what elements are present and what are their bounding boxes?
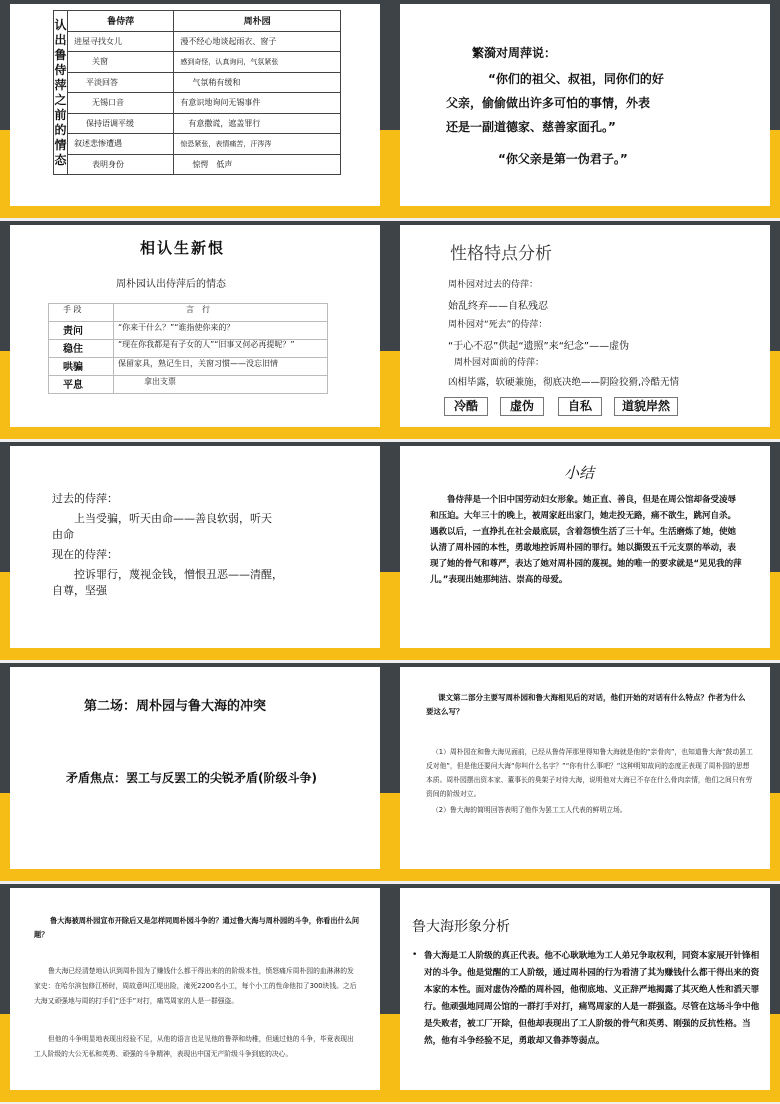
slide-card bbox=[10, 667, 380, 869]
answer-1: （1）周朴园在和鲁大海见面前，已经从鲁侍萍那里得知鲁大海就是他的“亲骨肉”，也知道鲁大海“鼓动罢工反对他”，但是他还要问大海“你叫什么名字？”“你有什么事吧？”这种明知故问的态度正表现了周朴园的思想本质。周朴园摆出资本家、董事长的臭架子对待大海，说明他对大海已不存在什么骨肉亲情，他们之间只有劳资间的阶级对立。 bbox=[426, 748, 753, 798]
text-line: 上当受骗，听天由命——善良软弱，听天 bbox=[74, 512, 272, 525]
header-words: 言 行 bbox=[114, 304, 328, 322]
question-text: 鲁大海被周朴园宣布开除后又是怎样同周朴园斗争的？通过鲁大海与周朴园的斗争，你看出什么问题？ bbox=[34, 916, 360, 939]
summary-text: 鲁侍萍是一个旧中国劳动妇女形象。她正直、善良，但是在周公馆却备受凌辱和压迫。大年三十的晚上，被周家赶出家门，她走投无路，痛不欲生，跳河自杀。遇救以后，一直挣扎在社会最底层，含着怨愤生活了三十年。生活磨炼了她，使她认清了周朴园的本性，勇敢地控诉周朴园的罪行。她以撕毁五千元支票的举动，表现了她的骨气和尊严，表达了她对周朴园的蔑视。她的唯一的要求就是“见见我的萍儿。”表现出她那纯洁、崇高的母爱。 bbox=[430, 495, 742, 585]
header-zhou-puyuan: 周朴园 bbox=[174, 11, 341, 32]
conflict-focus: 矛盾焦点：罢工与反罢工的尖锐矛盾(阶级斗争) bbox=[66, 771, 317, 785]
slide-card bbox=[400, 446, 770, 648]
slide-title: 性格特点分析 bbox=[450, 244, 552, 264]
quote-line: 父亲，偷偷做出许多可怕的事情，外表 bbox=[446, 96, 651, 110]
table-cell: “现在你我都是有子女的人”“旧事又何必再提呢？” bbox=[114, 340, 328, 358]
paragraph-1: 鲁大海已经清楚地认识到周朴园为了赚钱什么都干得出来的的阶级本性，愤怒痛斥周朴园的血淋淋的发家史：在哈尔滨包修江桥时，周故意叫江堤出险，淹死2200名小工，每个小工的性命他扣了300块钱。之后大海又顽强地与周的打手们“还手”对打，痛骂周家的人是一群强盗。 bbox=[34, 967, 357, 1005]
slide-card bbox=[400, 4, 770, 206]
table-cell: 漫不经心地谈起雨衣、窗子 bbox=[174, 31, 341, 52]
table-cell: “你来干什么？”“谁指使你来的？ bbox=[114, 322, 328, 340]
text-line: 过去的侍萍： bbox=[52, 492, 118, 505]
table-cell: 叙述悲惨遭遇 bbox=[68, 134, 174, 155]
vertical-title-char: 前 bbox=[54, 107, 67, 122]
slide-card bbox=[10, 888, 380, 1090]
table-cell: 责问 bbox=[49, 322, 114, 340]
text-line: 始乱终弃——自私残忍 bbox=[448, 301, 548, 312]
vertical-title-char: 鲁 bbox=[54, 47, 67, 62]
intro-text: 繁漪对周萍说： bbox=[472, 46, 557, 60]
question-text: 课文第二部分主要写周朴园和鲁大海相见后的对话，他们开始的对话有什么特点？作者为什么要这么写？ bbox=[426, 693, 746, 716]
text-line: 周朴园对过去的侍萍： bbox=[448, 280, 539, 290]
slide-7[interactable] bbox=[0, 663, 390, 881]
text-line: 周朴园对“死去”的侍萍： bbox=[448, 320, 548, 330]
slide-subtitle: 周朴园认出侍萍后的情态 bbox=[116, 279, 226, 290]
slide-card bbox=[400, 667, 770, 869]
bullet-icon: • bbox=[412, 950, 418, 960]
text-line: 现在的侍萍： bbox=[52, 548, 118, 561]
text-line: 自尊，坚强 bbox=[52, 584, 107, 597]
means-table bbox=[48, 303, 328, 394]
table-cell: 保持语调平缓 bbox=[68, 113, 174, 134]
vertical-title-char: 出 bbox=[54, 32, 67, 47]
slide-card bbox=[10, 225, 380, 427]
slide-2[interactable] bbox=[390, 0, 780, 218]
table-cell: 有意识地询问无锡事件 bbox=[174, 93, 341, 114]
trait-box: 道貌岸然 bbox=[614, 397, 678, 416]
text-line: “于心不忍”供起“遗照”来“纪念”——虚伪 bbox=[448, 341, 630, 352]
header-lu-shiping: 鲁侍萍 bbox=[68, 11, 174, 32]
table-cell: 无锡口音 bbox=[68, 93, 174, 114]
slide-6[interactable] bbox=[390, 442, 780, 660]
table-cell: 稳住 bbox=[49, 340, 114, 358]
vertical-title-char: 情 bbox=[54, 137, 67, 152]
table-cell: 气氛稍有缓和 bbox=[174, 72, 341, 93]
slide-title: 第二场：周朴园与鲁大海的冲突 bbox=[84, 699, 267, 714]
vertical-title-char: 认 bbox=[54, 17, 67, 32]
vertical-title bbox=[54, 11, 68, 175]
slide-title: 小结 bbox=[564, 464, 595, 482]
vertical-title-char: 萍 bbox=[54, 77, 67, 92]
slide-card bbox=[400, 225, 770, 427]
slide-card bbox=[10, 446, 380, 648]
vertical-title-char: 侍 bbox=[54, 62, 67, 77]
trait-box: 虚伪 bbox=[500, 397, 544, 416]
analysis-text: 鲁大海是工人阶级的真正代表。他不心耿耿地为工人弟兄争取权利，同资本家展开针锋相对的斗争。他是觉醒的工人阶级，通过周朴园的行为看清了其为赚钱什么都干得出来的资本家的本性。面对虚伪冷酷的周朴园，他彻底地、义正辞严地揭露了其灭绝人性和滔天罪行。他顽强地同周公馆的一群打手对打，痛骂周家的人是一群强盗。尽管在这场斗争中他是失败者，被工厂开除，但他却表现出了工人阶级的骨气和英勇、刚强的反抗性格。当然，他有斗争经验不足，勇敢却又鲁莽等弱点。 bbox=[424, 951, 760, 1046]
slide-8[interactable] bbox=[390, 663, 780, 881]
table-cell: 有意撒谎，遮盖罪行 bbox=[174, 113, 341, 134]
slide-1[interactable] bbox=[0, 0, 390, 218]
slide-card bbox=[400, 888, 770, 1090]
vertical-title-char: 的 bbox=[54, 122, 67, 137]
slide-5[interactable] bbox=[0, 442, 390, 660]
table-cell: 惊恐紧张，表情痛苦，汗涔涔 bbox=[174, 134, 341, 155]
text-line: 凶相毕露，软硬兼施，彻底决绝——阴险狡猾,冷酷无情 bbox=[448, 377, 680, 388]
table-cell: 哄骗 bbox=[49, 358, 114, 376]
table-cell: 感到奇怪，认真询问，气氛紧张 bbox=[174, 52, 341, 73]
table-cell: 进屋寻找女儿 bbox=[68, 31, 174, 52]
slide-3[interactable] bbox=[0, 221, 390, 439]
slide-4[interactable] bbox=[390, 221, 780, 439]
slide-10[interactable] bbox=[390, 884, 780, 1102]
table-cell: 拿出支票 bbox=[114, 376, 328, 394]
text-line: 由命 bbox=[52, 528, 74, 541]
slide-title: 鲁大海形象分析 bbox=[412, 919, 510, 935]
vertical-title-char: 态 bbox=[54, 152, 67, 167]
slide-9[interactable] bbox=[0, 884, 390, 1102]
paragraph-2: 但他的斗争明显地表现出经验不足，从他的语言也足见他的鲁莽和幼稚，但通过他的斗争，毕竟表现出工人阶级的大公无私和英勇、顽强的斗争精神，表现出中国无产阶级斗争到底的决心。 bbox=[34, 1035, 354, 1058]
trait-box: 自私 bbox=[558, 397, 602, 416]
trait-box: 冷酷 bbox=[444, 397, 488, 416]
text-line: 周朴园对面前的侍萍： bbox=[454, 358, 545, 368]
table-cell: 表明身份 bbox=[68, 154, 174, 175]
text-line: 控诉罪行，蔑视金钱，憎恨丑恶——清醒， bbox=[74, 568, 283, 581]
table-cell: 保留家具，熟记生日，关窗习惯——没忘旧情 bbox=[114, 358, 328, 376]
quote-line: 还是一副道德家、慈善家面孔。” bbox=[446, 120, 616, 134]
emotion-table bbox=[53, 10, 341, 175]
vertical-title-char: 之 bbox=[54, 92, 67, 107]
slide-card bbox=[10, 4, 380, 206]
header-means: 手 段 bbox=[49, 304, 114, 322]
answer-2: （2）鲁大海的简明回答表明了他作为罢工工人代表的鲜明立场。 bbox=[432, 806, 627, 814]
table-cell: 平息 bbox=[49, 376, 114, 394]
table-cell: 惊愕 低声 bbox=[174, 154, 341, 175]
table-cell: 平淡回答 bbox=[68, 72, 174, 93]
table-cell: 关窗 bbox=[68, 52, 174, 73]
quote-line: “你们的祖父、叔祖，同你们的好 bbox=[488, 72, 664, 86]
quote-2: “你父亲是第一伪君子。” bbox=[498, 152, 628, 166]
slide-title: 相认生新恨 bbox=[140, 239, 226, 257]
